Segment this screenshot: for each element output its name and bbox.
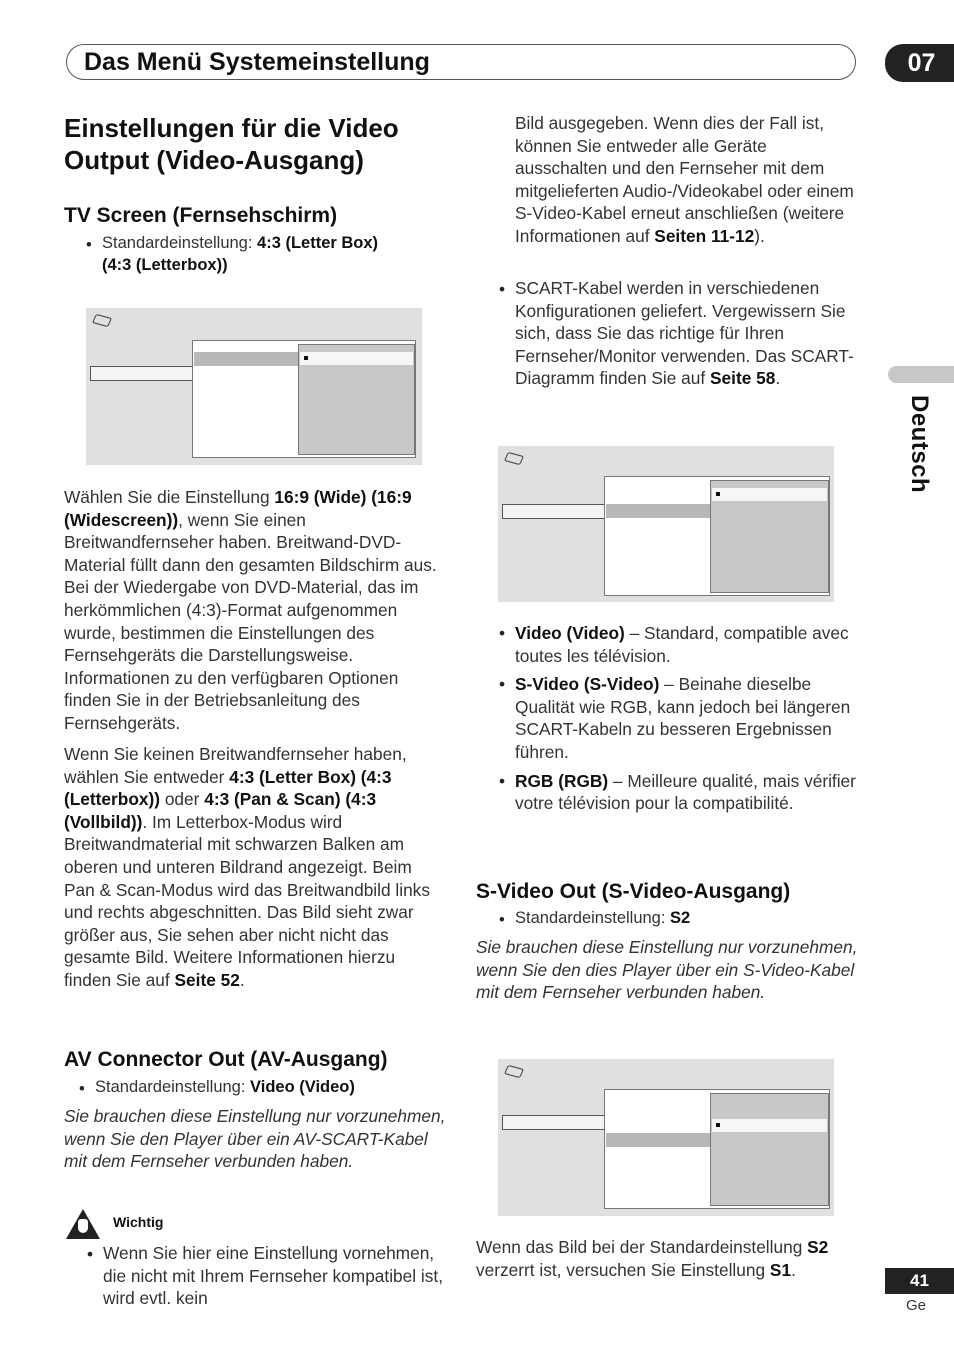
important-label: Wichtig <box>113 1214 164 1230</box>
bullet1-page-ref: Seiten 11-12 <box>654 225 755 246</box>
tv-screen-default <box>102 232 442 276</box>
tv-screen-p2-text: . Im Letterbox-Modus wird Breitwandmaterial mit schwarzen Balken am oberen und unteren Bildrand angezeigt. Beim Pan & Scan-Modus wird das Breitwandbild links und rechts abgeschnitten. Das Bild sieht zwar größer aus, Sie sehen aber nicht nicht das gesamte Bild. Weitere Informationen hierzu finden Sie auf <box>64 811 430 990</box>
closing-text: Wenn das Bild bei der Standardeinstellung <box>476 1237 808 1257</box>
menu-tab-video-output <box>90 366 198 381</box>
warning-hand-icon <box>78 1219 88 1233</box>
av-options-list <box>515 622 859 815</box>
language-label: Deutsch <box>906 395 933 494</box>
disc-icon <box>92 314 112 327</box>
bullet2-page-ref: Seite 58 <box>710 368 776 389</box>
av-option-video-label: Video (Video) <box>515 623 625 643</box>
language-tab-marker <box>888 366 954 383</box>
menu-options-box <box>710 1093 829 1206</box>
section-title-line1: Einstellungen für die Video <box>64 113 399 143</box>
av-option-rgb <box>515 770 859 815</box>
section-title <box>64 112 464 176</box>
selection-bullet-icon <box>716 492 720 496</box>
default-prefix: Standardeinstellung: <box>95 1078 251 1096</box>
disc-icon <box>504 1065 524 1078</box>
tv-screen-p1-wide-option: 16:9 (Wide) (16:9 (Widescreen)) <box>64 487 412 530</box>
svideo-out-default <box>515 907 855 930</box>
closing-s2: S2 <box>807 1237 829 1257</box>
av-option-video <box>515 622 859 667</box>
tv-screen-p2-text: . <box>239 969 245 990</box>
tv-screen-default-value-1: 4:3 (Letter Box) <box>257 234 379 252</box>
menu-item-highlight <box>606 504 711 518</box>
av-option-rgb-label: RGB (RGB) <box>515 770 609 791</box>
tv-screen-p2-page-ref: Seite 52 <box>174 969 240 990</box>
menu-option-selected <box>712 1119 827 1132</box>
page-lang-code: Ge <box>906 1297 927 1314</box>
important-bullet-1-text: • Wenn Sie hier eine Einstellung vornehmen, die nicht mit Ihrem Fernseher kompatibel ist, wird evtl. kein <box>103 1243 443 1308</box>
av-option-svideo-label: S-Video (S-Video) <box>515 674 660 695</box>
av-default-value: Video (Video) <box>250 1078 355 1096</box>
default-prefix: Standardeinstellung: <box>102 234 258 252</box>
tv-screen-paragraph-2 <box>64 743 446 992</box>
section-title-line2: Output (Video-Ausgang) <box>64 145 364 175</box>
tv-screen-paragraph-1 <box>64 486 446 735</box>
menu-tab-video-output <box>502 1115 610 1130</box>
av-option-video-desc: – Standard, compatible avec toutes les télévision. <box>515 623 849 666</box>
closing-s1: S1 <box>769 1259 792 1280</box>
tv-screen-menu-screenshot <box>86 308 422 465</box>
svideo-default-value: S2 <box>670 909 691 927</box>
closing-text: verzerrt ist, versuchen Sie Einstellung <box>476 1259 770 1280</box>
chapter-number: 07 <box>885 44 954 82</box>
svideo-out-heading: S-Video Out (S-Video-Ausgang) <box>476 880 791 903</box>
av-connector-heading: AV Connector Out (AV-Ausgang) <box>64 1048 388 1071</box>
header-title: Das Menü Systemeinstellung <box>84 48 430 76</box>
av-connector-default <box>95 1076 455 1099</box>
bullet1-continued-text: ). <box>754 225 765 246</box>
menu-item-highlight <box>194 352 299 366</box>
menu-item-highlight <box>606 1133 711 1147</box>
tv-screen-default-value-2: (4:3 (Letterbox)) <box>102 256 228 274</box>
tv-screen-p2-text: Wenn Sie keinen Breitwandfernseher haben, wählen Sie entweder <box>64 744 407 787</box>
disc-icon <box>504 452 524 465</box>
av-option-svideo-desc: – Beinahe dieselbe Qualität wie RGB, kann jedoch bei längeren SCART-Kabeln zu besseren Ergebnissen führen. <box>515 674 851 762</box>
av-connector-menu-screenshot <box>498 446 834 602</box>
important-bullet-1-continued <box>515 112 859 248</box>
svideo-out-note: Sie brauchen diese Einstellung nur vorzunehmen, wenn Sie den dies Player über ein S-Video-Kabel mit dem Fernseher verbunden haben. <box>476 937 858 1003</box>
selection-bullet-icon <box>716 1123 720 1127</box>
tv-screen-heading: TV Screen (Fernsehschirm) <box>64 204 338 227</box>
menu-option-selected <box>300 352 413 365</box>
av-default-bullet <box>95 1078 250 1096</box>
tv-screen-p1-text: Wählen Sie die Einstellung <box>64 487 275 507</box>
closing-text: . <box>791 1259 796 1280</box>
menu-option-selected <box>712 488 827 501</box>
tv-screen-p1-text: , wenn Sie einen Breitwandfernseher haben. Breitwand-DVD-Material füllt dann den gesamten Bildschirm aus. Bei der Wiedergabe von DVD-Material, das im herkömmlichen (4:3)-Format aufgenommen wurde, bestimmen die Einstellungen des Fernsehgeräts die Darstellungsweise. Informationen zu den verfügbaren Optionen finden Sie in der Betriebsanleitung des Fernsehgeräts. <box>64 509 437 733</box>
bullet2-marker <box>515 278 854 388</box>
svideo-out-menu-screenshot <box>498 1059 834 1216</box>
important-bullet-1-left <box>103 1242 448 1310</box>
tv-screen-default-bullet <box>102 234 257 252</box>
bullet2-text: . <box>775 368 781 389</box>
menu-tab-video-output <box>502 504 610 519</box>
page-number: 41 <box>885 1268 954 1294</box>
tv-screen-p2-letterbox-option: 4:3 (Letter Box) (4:3 (Letterbox)) <box>64 766 392 810</box>
default-prefix: Standardeinstellung: <box>515 909 671 927</box>
av-option-svideo <box>515 673 859 763</box>
selection-bullet-icon <box>304 356 308 360</box>
tv-screen-p2-text: oder <box>160 789 205 810</box>
tv-screen-p2-panscan-option: 4:3 (Pan & Scan) (4:3 (Vollbild)) <box>64 789 377 832</box>
bullet2-text: SCART-Kabel werden in verschiedenen Konfigurationen geliefert. Vergewissern Sie sich, dass Sie das richtige für Ihren Fernseher/Monitor verwenden. Das SCART-Diagramm finden Sie auf <box>515 278 854 389</box>
svideo-closing-text <box>476 1236 858 1281</box>
bullet1-continued-text: Bild ausgegeben. Wenn dies der Fall ist, können Sie entweder alle Geräte ausschalten und den Fernseher mit dem mitgelieferten Audio-/Videokabel oder einem S-Video-Kabel erneut anschließen (weitere Informationen auf <box>515 113 854 246</box>
av-option-rgb-desc: – Meilleure qualité, mais vérifier votre télévision pour la compatibilité. <box>515 770 856 814</box>
av-connector-note: Sie brauchen diese Einstellung nur vorzunehmen, wenn Sie den Player über ein AV-SCART-Kabel mit dem Fernseher verbunden haben. <box>64 1106 446 1172</box>
svideo-default-bullet <box>515 909 670 927</box>
important-bullet-2 <box>515 277 859 390</box>
